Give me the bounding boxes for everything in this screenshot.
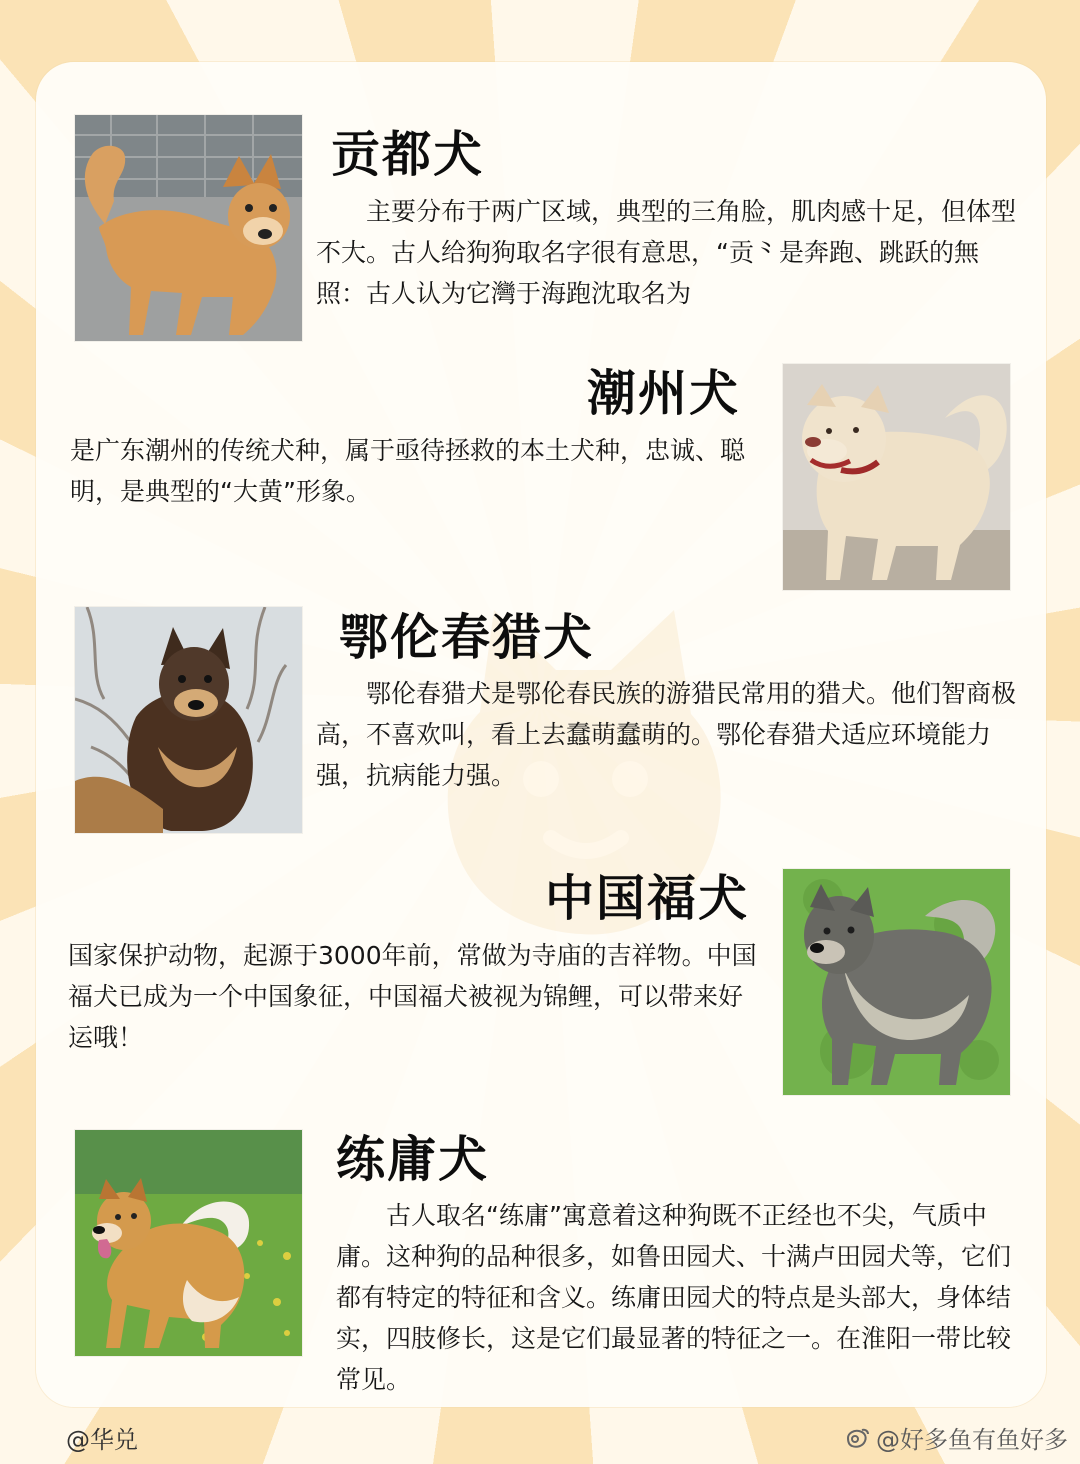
dog-photo-icon bbox=[783, 364, 1010, 590]
elunchun-dog-photo bbox=[75, 607, 302, 833]
fuquan-dog-photo bbox=[783, 869, 1010, 1095]
section-description-gongdu: 主要分布于两广区域，典型的三角脸，肌肉感十足，但体型不大。古人给狗狗取名字很有意思，“贡⺀是奔跑、跳跃的無照：古人认为它灣于海跑沈取名为 bbox=[316, 197, 1017, 308]
dog-photo-icon bbox=[75, 115, 302, 341]
section-title-gongdu: 贡都犬 bbox=[331, 125, 485, 183]
section-title-elunchun: 鄂伦春猎犬 bbox=[339, 608, 595, 666]
dog-photo-icon bbox=[75, 1130, 302, 1356]
section-title-chaozhou: 潮州犬 bbox=[587, 364, 741, 422]
weibo-icon bbox=[844, 1427, 870, 1449]
lianyong-dog-photo bbox=[75, 1130, 302, 1356]
section-description-lianyong: 古人取名“练庸”寓意着这种狗既不正经也不尖，气质中庸。这种狗的品种很多，如鲁田园犬、十满卢田园犬等，它们都有特定的特征和含义。练庸田园犬的特点是头部大，身体结实，四肢修长，这是它们最显著的特征之一。在淮阳一带比较常见。 bbox=[336, 1201, 1012, 1394]
section-description-elunchun: 鄂伦春猎犬是鄂伦春民族的游猎民常用的猎犬。他们智商极高，不喜欢叫，看上去蠢萌蠢萌的。鄂伦春猎犬适应环境能力强，抗病能力强。 bbox=[316, 679, 1017, 790]
section-description-fuquan: 国家保护动物，起源于3000年前，常做为寺庙的吉祥物。中国福犬已成为一个中国象征，中国福犬被视为锦鲤，可以带来好运哦！ bbox=[68, 941, 757, 1052]
section-description-chaozhou: 是广东潮州的传统犬种，属于亟待拯救的本土犬种，忠诚、聪明，是典型的“大黄”形象。 bbox=[70, 436, 746, 506]
dog-photo-icon bbox=[75, 607, 302, 833]
section-title-fuquan: 中国福犬 bbox=[545, 869, 750, 927]
footer-left-credit: @华兑 bbox=[66, 1426, 138, 1454]
footer-right-label: @好多鱼有鱼好多 bbox=[876, 1426, 1068, 1454]
chaozhou-dog-photo bbox=[783, 364, 1010, 590]
section-title-lianyong: 练庸犬 bbox=[336, 1130, 490, 1188]
gongdu-dog-photo bbox=[75, 115, 302, 341]
dog-photo-icon bbox=[783, 869, 1010, 1095]
footer-right-credit bbox=[844, 1420, 1068, 1455]
